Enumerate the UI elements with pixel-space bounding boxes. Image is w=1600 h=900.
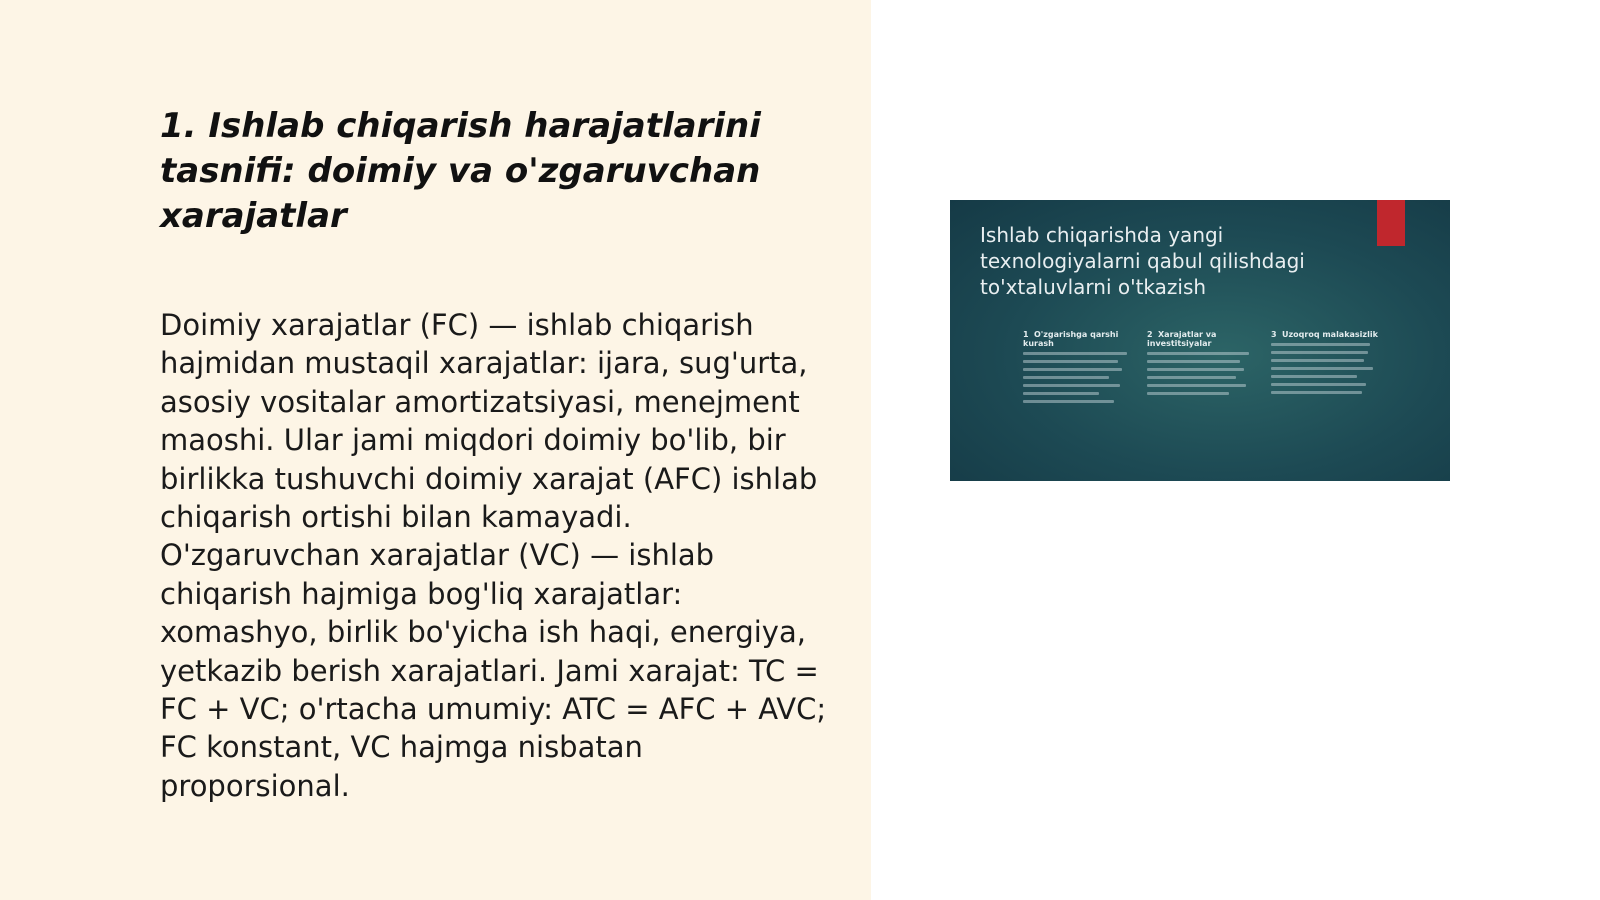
thumbnail-column	[1271, 330, 1379, 399]
slide-title: 1. Ishlab chiqarish harajatlarini tasnifi: doimiy va o'zgaruvchan xarajatlar	[160, 106, 761, 236]
thumbnail-column-heading: 2 Xarajatlar va investitsiyalar	[1147, 330, 1217, 348]
body-paragraph-fixed-costs: Doimiy xarajatlar (FC) — ishlab chiqarish hajmidan mustaqil xarajatlar: ijara, sug'urta, asosiy vositalar amortizatsiyasi, menejment maoshi. Ular jami miqdori doimiy bo'lib, bir birlikka tushuvchi doimiy xarajat (AFC) ishlab chiqarish ortishi bilan kamayadi.	[160, 308, 818, 535]
thumbnail-column	[1147, 330, 1255, 400]
thumbnail-title: Ishlab chiqarishda yangi texnologiyalarni qabul qilishdagi to'xtaluvlarni o'tkazish	[980, 223, 1305, 299]
thumbnail-column-heading: 1 O'zgarishga qarshi kurash	[1023, 330, 1119, 348]
body-paragraph-variable-costs: O'zgaruvchan xarajatlar (VC) — ishlab chiqarish hajmiga bog'liq xarajatlar: xomashyo, birlik bo'yicha ish haqi, energiya, yetkazib berish xarajatlari. Jami xarajat: TC = FC + VC; o'rtacha umumiy: ATC = AFC + AVC; FC konstant, VC hajmga nisbatan proporsional.	[160, 538, 827, 803]
thumbnail-column-heading: 3 Uzoqroq malakasizlik	[1271, 330, 1378, 339]
thumbnail-column	[1023, 330, 1131, 408]
slide-body	[160, 306, 832, 805]
thumbnail-columns	[1023, 330, 1398, 430]
red-accent-bar	[1377, 200, 1405, 246]
slide-thumbnail-image	[950, 200, 1450, 481]
